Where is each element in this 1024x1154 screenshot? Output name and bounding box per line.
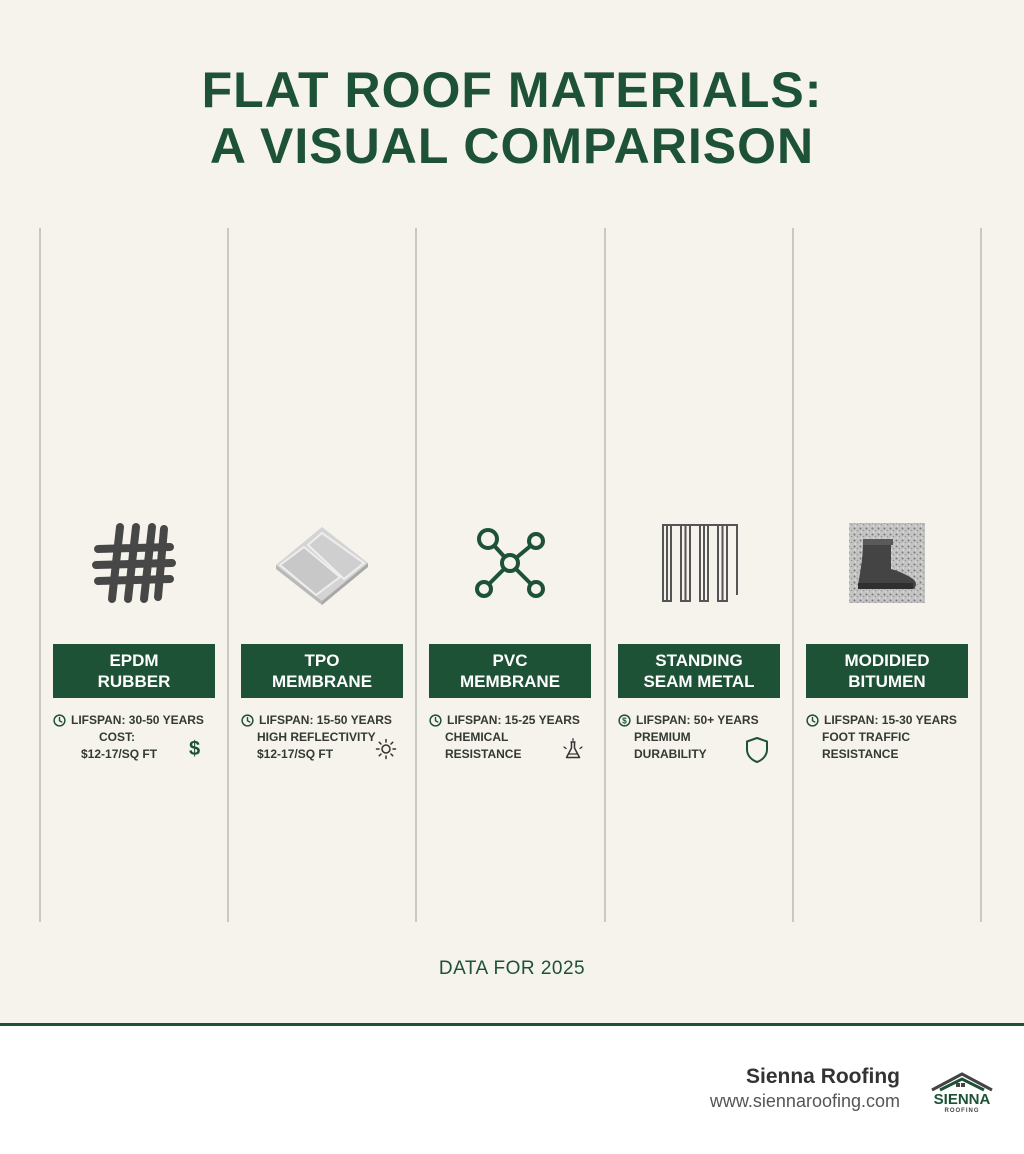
detail-text: $12-17/SQ FT [257, 747, 334, 761]
detail-text: FOOT TRAFFIC [822, 730, 910, 744]
material-card-pvc [417, 228, 603, 922]
rubber-grid-icon [41, 518, 227, 608]
company-logo [926, 1070, 998, 1114]
brand-name: Sienna Roofing [746, 1065, 900, 1088]
clock-icon [429, 714, 442, 727]
detail-text: COST: [99, 730, 135, 744]
dollar-circle-icon [618, 714, 631, 727]
material-name-line-2: MEMBRANE [459, 672, 561, 691]
lifespan-text: LIFSPAN: 30-50 YEARS [71, 713, 204, 727]
material-label [618, 644, 780, 698]
material-label [53, 644, 215, 698]
svg-text:$: $ [622, 715, 627, 726]
material-card-standing-seam [606, 228, 792, 922]
page-title [0, 62, 1024, 174]
detail-text: RESISTANCE [822, 747, 899, 761]
title-line-2: A VISUAL COMPARISON [209, 118, 815, 174]
footer [0, 1026, 1024, 1154]
material-card-epdm [41, 228, 227, 922]
lifespan-text: LIFSPAN: 15-50 YEARS [259, 713, 392, 727]
material-name-line-2: BITUMEN [848, 672, 926, 691]
column-divider [980, 228, 982, 922]
title-line-1: FLAT ROOF MATERIALS: [201, 62, 823, 118]
logo-text-main: SIENNA [933, 1091, 991, 1108]
lifespan-row [53, 712, 223, 729]
lifespan-row [618, 712, 788, 729]
material-label [806, 644, 968, 698]
material-name-line-2: SEAM METAL [643, 672, 755, 691]
clock-icon [53, 714, 66, 727]
detail-text: $12-17/SQ FT [81, 747, 158, 761]
material-card-tpo [229, 228, 415, 922]
material-label [429, 644, 591, 698]
flask-icon [561, 738, 585, 767]
sun-icon [375, 738, 397, 765]
network-nodes-icon [417, 518, 603, 608]
detail-text: PREMIUM [634, 730, 691, 744]
material-name-line-1: STANDING [655, 651, 743, 670]
material-name-line-2: MEMBRANE [271, 672, 373, 691]
shield-icon [744, 736, 770, 769]
boot-icon [794, 518, 980, 608]
brand-url[interactable]: www.siennaroofing.com [709, 1091, 900, 1111]
material-details [806, 712, 976, 763]
material-label [241, 644, 403, 698]
lifespan-text: LIFSPAN: 15-25 YEARS [447, 713, 580, 727]
material-card-bitumen [794, 228, 980, 922]
lifespan-row [429, 712, 599, 729]
metal-seams-icon [606, 518, 792, 608]
material-name-line-1: TPO [304, 651, 340, 670]
material-name-line-2: RUBBER [97, 672, 171, 691]
detail-line-2 [806, 729, 976, 746]
lifespan-row [241, 712, 411, 729]
lifespan-row [806, 712, 976, 729]
material-name-line-1: PVC [492, 651, 528, 670]
material-name-line-1: EPDM [109, 651, 159, 670]
detail-line-3 [806, 746, 976, 763]
clock-icon [241, 714, 254, 727]
lifespan-text: LIFSPAN: 15-30 YEARS [824, 713, 957, 727]
data-year-note: DATA FOR 2025 [438, 958, 586, 979]
dollar-icon: $ [189, 738, 201, 760]
detail-text: RESISTANCE [445, 747, 522, 761]
membrane-sheet-icon [229, 518, 415, 608]
material-name-line-1: MODIDIED [844, 651, 930, 670]
detail-text: CHEMICAL [445, 730, 509, 744]
lifespan-text: LIFSPAN: 50+ YEARS [636, 713, 759, 727]
detail-text: HIGH REFLECTIVITY [257, 730, 376, 744]
logo-text-sub: ROOFING [944, 1108, 980, 1114]
clock-icon [806, 714, 819, 727]
detail-text: DURABILITY [634, 747, 707, 761]
